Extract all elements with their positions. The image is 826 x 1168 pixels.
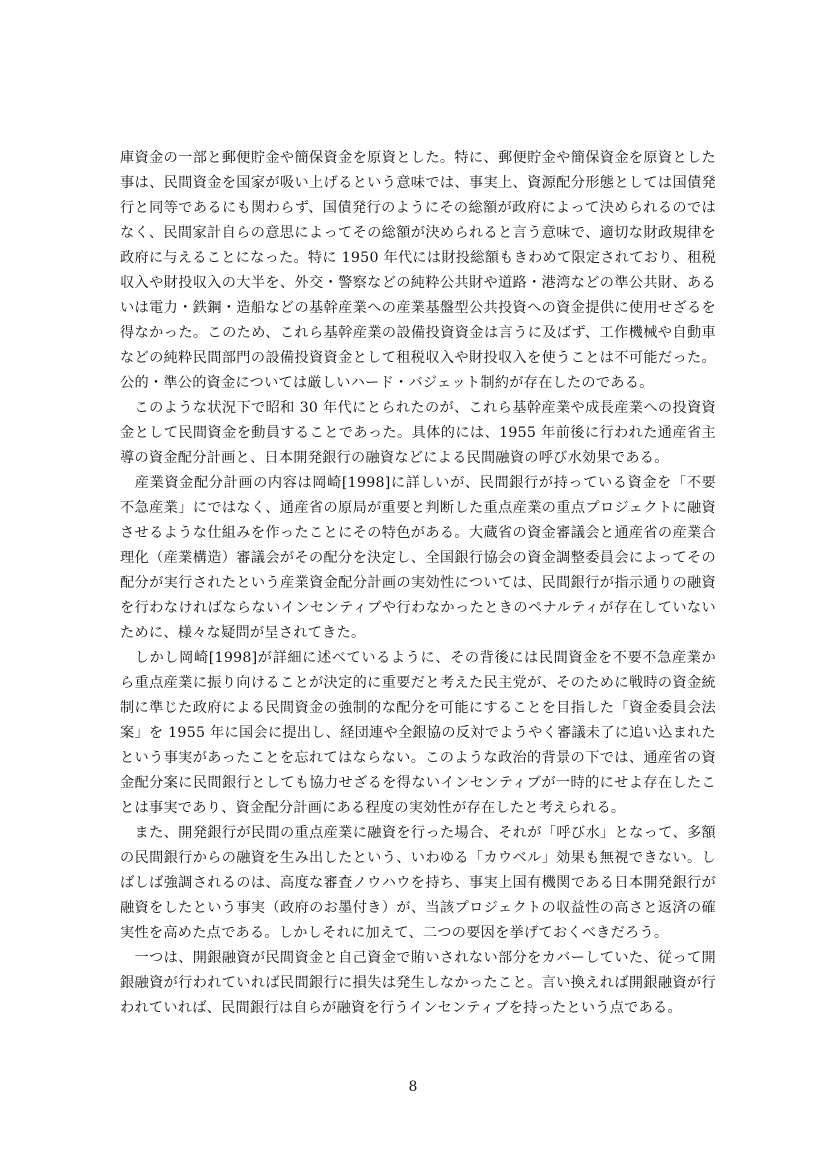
page-number: 8: [408, 1079, 418, 1095]
body-text: [120, 146, 716, 1021]
paragraph-6: 一つは、開銀融資が民間資金と自己資金で賄いされない部分をカバーしていた、従って開銀融資が行われていれば民間銀行に損失は発生しなかったこと。言い換えれば開銀融資が行われていれば、民間銀行は自らが融資を行うインセンティブを持ったという点である。: [120, 950, 716, 1016]
paragraph-4: しかし岡崎[1998]が詳細に述べているように、その背後には民間資金を不要不急産業から重点産業に振り向けることが決定的に重要だと考えた民主党が、そのために戦時の資金統制に準じた政府による民間資金の強制的な配分を可能にすることを目指した「資金委員会法案」を 1955 年に国会に提出し、経団連や全銀協の反対でようやく審議未了に追い込まれたという事実があったことを忘れてはならない。このような政治的背景の下では、通産省の資金配分案に民間銀行としても協力せざるを得ないインセンティブが一時的にせよ存在したことは事実であり、資金配分計画にある程度の実効性が存在したと考えられる。: [120, 650, 716, 816]
paragraph-5: また、開発銀行が民間の重点産業に融資を行った場合、それが「呼び水」となって、多額の民間銀行からの融資を生み出したという、いわゆる「カウベル」効果も無視できない。しばしば強調されるのは、高度な審査ノウハウを持ち、事実上国有機関である日本開発銀行が融資をしたという事実（政府のお墨付き）が、当該プロジェクトの収益性の高さと返済の確実性を高めた点である。しかしそれに加えて、二つの要因を挙げておくべきだろう。: [120, 825, 716, 941]
paragraph-3: 産業資金配分計画の内容は岡崎[1998]に詳しいが、民間銀行が持っている資金を「不要不急産業」にではなく、通産省の原局が重要と判断した重点産業の重点プロジェクトに融資させるような仕組みを作ったことにその特色がある。大蔵省の資金審議会と通産省の産業合理化（産業構造）審議会がその配分を決定し、全国銀行協会の資金調整委員会によってその配分が実行されたという産業資金配分計画の実効性については、民間銀行が指示通りの融資を行わなければならないインセンティブや行わなかったときのペナルティが存在していないために、様々な疑問が呈されてきた。: [120, 475, 716, 641]
paragraph-2: このような状況下で昭和 30 年代にとられたのが、これら基幹産業や成長産業への投資資金として民間資金を動員することであった。具体的には、1955 年前後に行われた通産省主導の資金配分計画と、日本開発銀行の融資などによる民間融資の呼び水効果である。: [120, 400, 716, 466]
paragraph-1: 庫資金の一部と郵便貯金や簡保資金を原資とした。特に、郵便貯金や簡保資金を原資とした事は、民間資金を国家が吸い上げるという意味では、事実上、資源配分形態としては国債発行と同等であるにも関わらず、国債発行のようにその総額が政府によって決められるのではなく、民間家計自らの意思によってその総額が決められると言う意味で、適切な財政規律を政府に与えることになった。特に 1950 年代には財投総額もきわめて限定されており、租税収入や財投収入の大半を、外交・警察などの純粋公共財や道路・港湾などの準公共財、あるいは電力・鉄鋼・造船などの基幹産業への産業基盤型公共投資への資金提供に使用せざるを得なかった。このため、これら基幹産業の設備投資資金は言うに及ばず、工作機械や自動車などの純粋民間部門の設備投資資金として租税収入や財投収入を使うことは不可能だった。公的・準公的資金については厳しいハード・バジェット制約が存在したのである。: [120, 150, 716, 391]
